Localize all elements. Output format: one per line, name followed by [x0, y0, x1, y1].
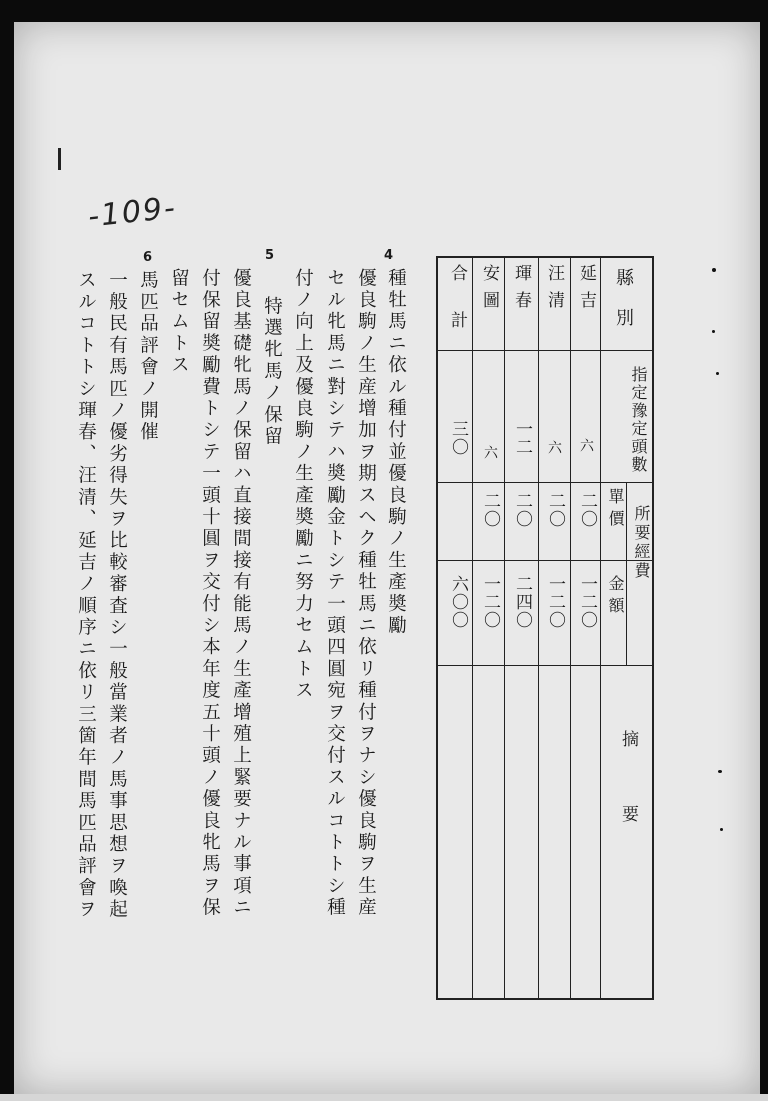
table-col-line	[600, 256, 601, 1000]
county-hunchun: 琿春	[511, 264, 531, 318]
antu-amount: 一二〇	[480, 575, 500, 629]
item-5-line-3: 留セムトス	[168, 268, 190, 377]
total-amount: 六〇〇	[448, 575, 468, 629]
scan-speck	[716, 372, 719, 375]
item-number-6: 6	[143, 250, 153, 265]
table-left-border	[436, 256, 438, 1000]
yanji-amount: 一二〇	[577, 575, 597, 629]
header-amount: 金額	[606, 575, 625, 619]
table-col-line	[472, 256, 473, 1000]
item-4-title: 種牡馬ニ依ル種付並優良駒ノ生產奬勵	[385, 268, 407, 637]
county-yanji: 延吉	[576, 264, 596, 318]
header-expenses: 所要經費	[632, 505, 651, 581]
county-wangqing: 汪清	[544, 264, 564, 318]
item-number-5: 5	[265, 248, 275, 263]
table-row-line	[436, 560, 654, 561]
antu-head-count: 六	[482, 445, 498, 460]
item-5-title: 特選牝馬ノ保留	[261, 296, 283, 448]
county-antu: 安圖	[479, 264, 499, 318]
table-col-line	[504, 256, 505, 1000]
scan-speck	[718, 770, 722, 773]
yanji-head-count: 六	[578, 438, 594, 453]
item-5-line-1: 優良基礎牝馬ノ保留ハ直接間接有能馬ノ生產增殖上緊要ナル事項ニ	[230, 268, 252, 919]
header-head-count: 指定豫定頭數	[629, 366, 648, 474]
item-6-title: 馬匹品評會ノ開催	[137, 270, 159, 444]
header-remarks: 摘要	[618, 730, 638, 880]
header-unit-price: 單價	[606, 488, 625, 532]
hunchun-unit-price: 二〇	[512, 492, 532, 528]
item-6-line-2: スルコトトシ琿春、汪清、延吉ノ順序ニ依リ三箇年間馬匹品評會ヲ	[75, 270, 97, 921]
table-row-line	[436, 482, 654, 483]
county-total: 合計	[447, 264, 467, 358]
scan-speck	[712, 268, 716, 272]
yanji-unit-price: 二〇	[577, 492, 597, 528]
item-4-line-3: 付ノ向上及優良駒ノ生產奬勵ニ努力セムトス	[292, 268, 314, 702]
table-bottom-border	[436, 998, 654, 1000]
hunchun-amount: 二四〇	[512, 575, 532, 629]
item-4-line-1: 優良駒ノ生産增加ヲ期スヘク種牡馬ニ依リ種付ヲナシ優良駒ヲ生産	[355, 268, 377, 919]
table-col-line	[538, 256, 539, 1000]
item-5-line-2: 付保留奬勵費トシテ一頭十圓ヲ交付シ本年度五十頭ノ優良牝馬ヲ保	[199, 268, 221, 919]
page-number: -109-	[86, 190, 179, 235]
item-4-line-2: セル牝馬ニ對シテハ奬勵金トシテ一頭四圓宛ヲ交付スルコトトシ種	[324, 268, 346, 919]
antu-unit-price: 二〇	[480, 492, 500, 528]
wangqing-unit-price: 二〇	[545, 492, 565, 528]
total-head-count: 三〇	[448, 420, 468, 456]
item-number-4: 4	[384, 248, 394, 263]
scan-speck	[712, 330, 715, 333]
table-col-line	[570, 256, 571, 1000]
table-top-border	[436, 256, 654, 258]
margin-mark	[58, 148, 61, 170]
header-county: 縣別	[613, 268, 634, 348]
wangqing-head-count: 六	[546, 440, 562, 455]
item-6-line-1: 一般民有馬匹ノ優劣得失ヲ比較審査シ一般當業者ノ馬事思想ヲ喚起	[106, 270, 128, 921]
wangqing-amount: 一二〇	[545, 575, 565, 629]
hunchun-head-count: 一二	[512, 420, 532, 456]
table-right-border	[652, 256, 654, 1000]
scan-edge	[0, 1094, 768, 1101]
scan-speck	[720, 828, 723, 831]
table-row-line	[436, 665, 654, 666]
